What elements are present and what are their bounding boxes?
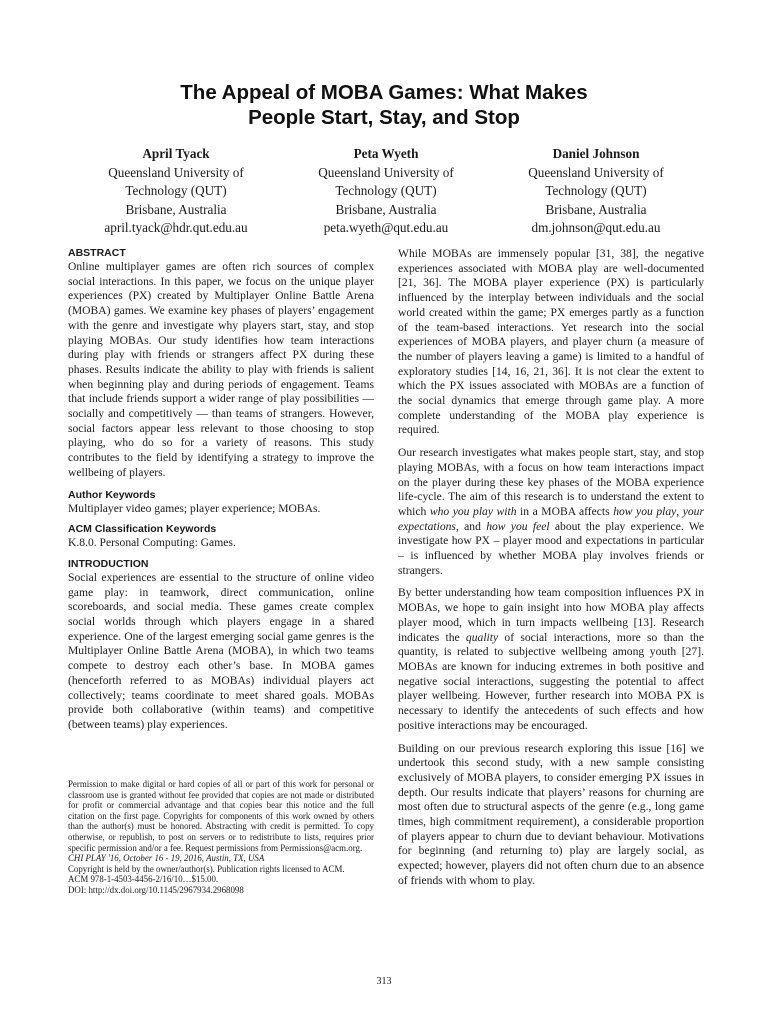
page-number: 313: [376, 976, 392, 987]
doi-line: DOI: http://dx.doi.org/10.1145/2967934.2968098: [68, 884, 244, 895]
author-name: April Tyack: [142, 146, 210, 161]
permission-text: Permission to make digital or hard copies of all or part of this work for personal or classroom use is granted without fee provided that copies are not made or distributed for profit or commercial advantage and that copies bear this notice and the full citation on the first page. Copyrights for components of this work owned by others than the author(s) must be honored. Abstracting with credit is permitted. To copy otherwise, or republish, to post on servers or to redistribute to lists, requires prior specific permission and/or a fee. Request permissions from Permissions@acm.org.: [68, 779, 374, 853]
copyright-line: Copyright is held by the owner/author(s). Publication rights licensed to ACM.: [68, 863, 345, 874]
abstract-heading: ABSTRACT: [68, 247, 126, 259]
author-affiliation: Technology (QUT): [335, 183, 437, 198]
isbn-line: ACM 978-1-4503-4456-2/16/10…$15.00.: [68, 874, 219, 885]
left-column: [68, 247, 374, 741]
author-keywords-heading: Author Keywords: [68, 488, 156, 501]
acm-keywords-heading: ACM Classification Keywords: [68, 523, 217, 536]
author-affiliation: Technology (QUT): [125, 183, 227, 198]
text-run: of social interactions, more so than the quantity, is related to subjective wellbeing among youth [27]. MOBAs are known for inducing extremes in both positive and negative social interactions, suggesting the potential to affect player wellbeing. However, further research into MOBA PX is necessary to identify the antecedents of such effects and how positive interactions may be encouraged.: [398, 630, 704, 732]
author-2: [276, 145, 496, 238]
body-paragraph-1: While MOBAs are immensely popular [31, 38], the negative experiences associated with MOBA play are well-documented [21, 36]. The MOBA player experience (PX) is particularly influenced by the interplay between individuals and the social world created within the game; PX emerges partly as a function of the team-based interactions. Yet research into the social experiences of MOBA players, and player churn (a measure of the number of players leaving a game) is limited to a handful of exploratory studies [14, 16, 21, 36]. It is not clear the extent to which the PX issues associated with MOBAs are a function of the social dynamics that emerge through game play. A more complete understanding of the MOBA play experience is required.: [398, 247, 704, 437]
text-run: in a MOBA affects: [516, 504, 614, 518]
body-paragraph-2: [398, 446, 704, 578]
author-email: dm.johnson@qut.edu.au: [531, 220, 661, 235]
author-affiliation: Technology (QUT): [545, 183, 647, 198]
text-run: , and: [455, 519, 487, 533]
author-name: Peta Wyeth: [353, 146, 419, 161]
acm-keywords-text: K.8.0. Personal Computing: Games.: [68, 536, 236, 550]
right-column: [398, 247, 704, 897]
emphasis-text: how you play: [613, 504, 677, 518]
emphasis-text: your expectations: [398, 504, 704, 533]
title-line-2: People Start, Stay, and Stop: [248, 106, 520, 129]
text-run: Our research investigates what makes people start, stay, and stop playing MOBAs, with a focus on how team interactions impact on the player during these key phases of the MOBA experience life-cycle. The aim of this research is to understand the extent to which: [398, 446, 704, 518]
body-paragraph-4: Building on our previous research exploring this issue [16] we undertook this second study, with a new sample consisting exclusively of MOBA players, to consider emerging PX issues in depth. Our results indicate that players’ reasons for churning are most often due to structural aspects of the genre (e.g., long game times, high commitment requirement), a considerable proportion of players appear to churn due to deviant behaviour. Motivations for beginning (and returning to) play are largely social, as expected; however, players did not often churn due to an absence of friends with whom to play.: [398, 741, 704, 887]
author-location: Brisbane, Australia: [545, 201, 647, 217]
author-affiliation: Queensland University of: [108, 164, 244, 180]
author-location: Brisbane, Australia: [125, 201, 227, 217]
author-affiliation: Queensland University of: [528, 164, 664, 180]
author-keywords-text: Multiplayer video games; player experience; MOBAs.: [68, 501, 321, 515]
title-line-1: The Appeal of MOBA Games: What Makes: [180, 81, 588, 104]
text-run: ,: [676, 504, 683, 518]
introduction-text: Social experiences are essential to the structure of online video game play: in teamwork, direct communication, online scoreboards, and social media. These games create complex social worlds through which players engage in a shared experience. One of the largest emerging social game genres is the Multiplayer Online Battle Arena (MOBA), in which two teams compete to destroy each other’s base. In MOBA games (henceforth referred to as MOBAs) individual players act collectively; teams coordinate to meet shared goals. MOBAs provide both collaborative (within teams) and competitive (between teams) play experiences.: [68, 570, 374, 731]
paper-title: [0, 80, 768, 130]
emphasis-text: quality: [465, 630, 499, 644]
introduction-heading: INTRODUCTION: [68, 557, 149, 570]
permission-block: [68, 779, 374, 896]
emphasis-text: how you feel: [486, 519, 550, 533]
author-3: [486, 145, 706, 238]
venue-line: CHI PLAY '16, October 16 - 19, 2016, Austin, TX, USA: [68, 853, 265, 864]
body-paragraph-3: [398, 586, 704, 733]
author-email: april.tyack@hdr.qut.edu.au: [104, 220, 248, 235]
text-run: By better understanding how team composition influences PX in MOBAs, we hope to gain insight into how MOBA play affects player mood, which in turn impacts wellbeing [13]. Research indicates the: [398, 586, 704, 644]
emphasis-text: who you play with: [429, 504, 517, 518]
author-affiliation: Queensland University of: [318, 164, 454, 180]
author-1: [66, 145, 286, 238]
abstract-text: Online multiplayer games are often rich sources of complex social interactions. In this paper, we focus on the unique player experiences (PX) created by Multiplayer Online Battle Arena (MOBA) games. We examine key phases of players’ engagement with the genre and investigate why players start, stay, and stop playing MOBAs. Our study identifies how team interactions during play with friends or strangers affect PX during these phases. Results indicate the ability to play with friends is salient when beginning play and during periods of engagement. Teams that include friends support a wider range of play possibilities — socially and competitively — than teams of strangers. However, social factors appear less relevant to those choosing to stop playing, who do so for a variety of reasons. This study contributes to the field by identifying a strategy to improve the wellbeing of players.: [68, 260, 374, 479]
author-email: peta.wyeth@qut.edu.au: [323, 220, 449, 235]
author-location: Brisbane, Australia: [335, 201, 437, 217]
author-name: Daniel Johnson: [552, 146, 640, 161]
text-run: about the play experience. We investigate how PX – player mood and expectations in particular – is influenced by whether MOBA play involves friends or strangers.: [398, 519, 704, 577]
